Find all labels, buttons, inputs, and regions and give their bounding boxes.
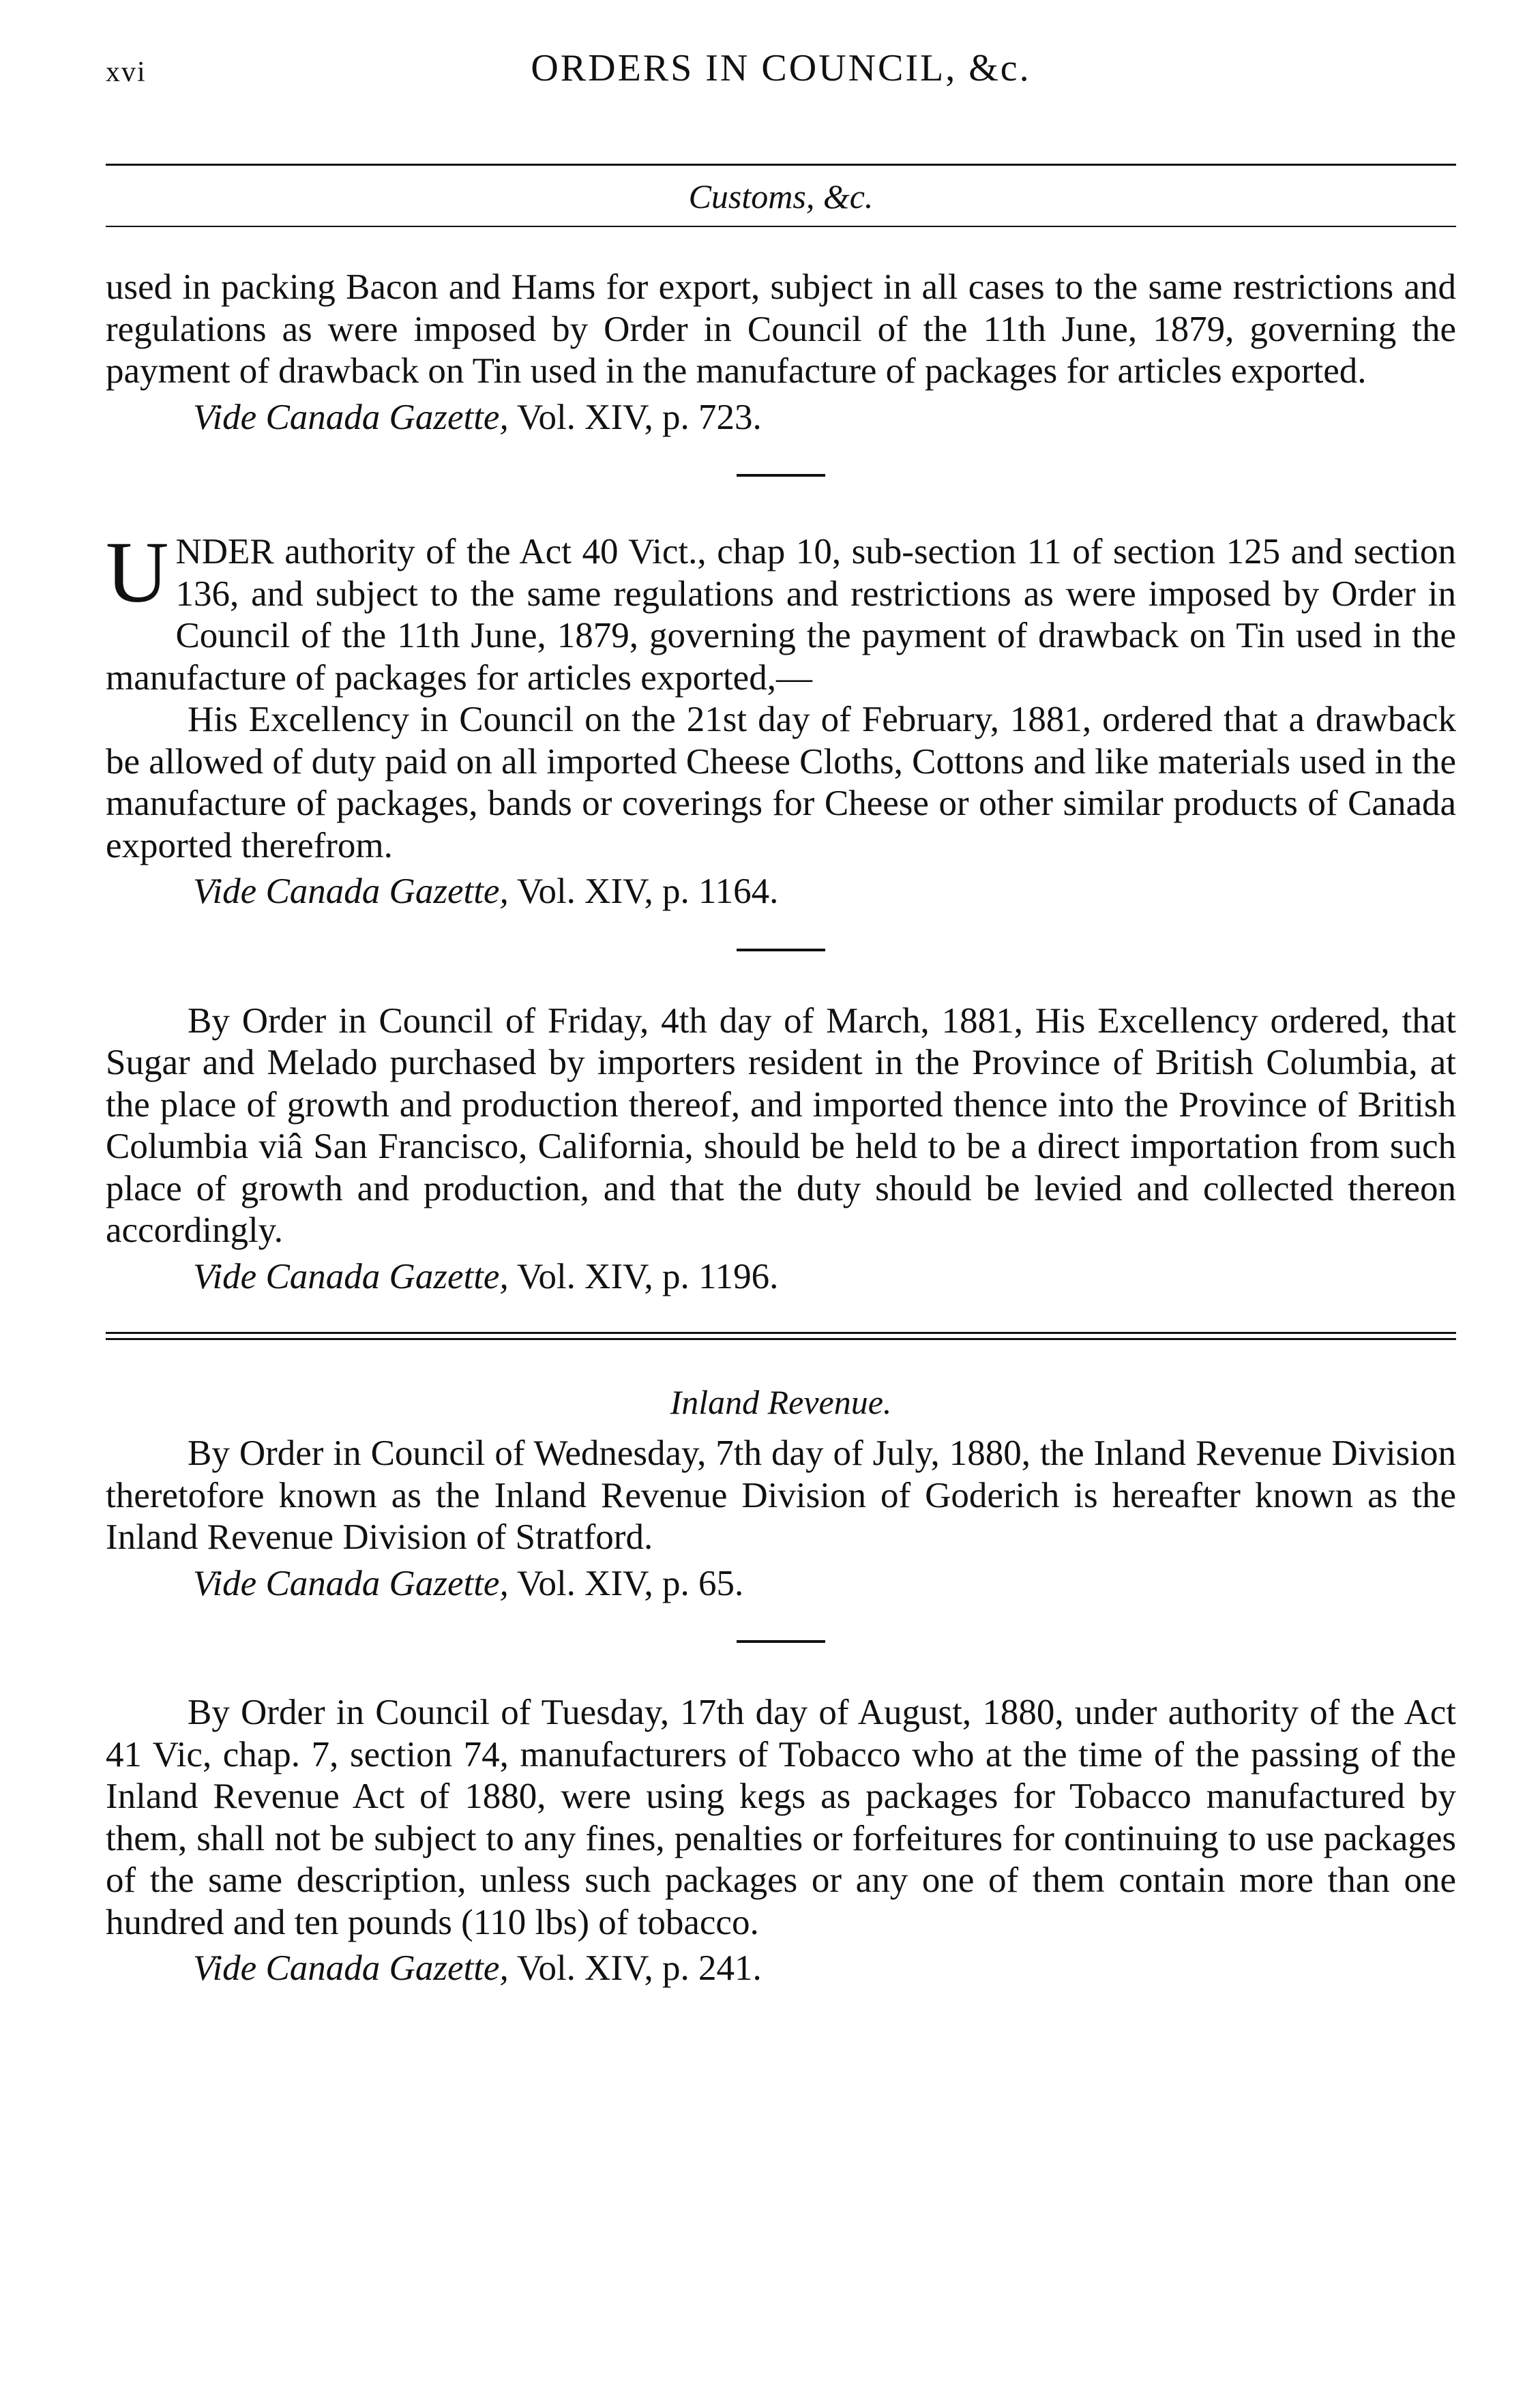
page (106, 41, 1456, 1990)
entry-divider (737, 1640, 825, 1643)
entry-text: used in packing Bacon and Hams for export, subject in all cases to the same restrictions and regulations as were imposed by Order in Council of the 11th June, 1879, governing the payment of drawback on Tin used in the manufacture of packages for articles exported. (106, 267, 1456, 391)
citation-source: Vide Canada Gazette, (193, 1563, 509, 1603)
entry-order-text: His Excellency in Council on the 21st day of February, 1881, ordered that a drawback be allowed of duty paid on all imported Cheese Cloths, Cottons and like materials used in the manufacture of packages, bands or coverings for Cheese or other similar products of Canada exported therefrom. (106, 700, 1456, 865)
entry-cheese-cloths (106, 524, 1456, 913)
section-title-customs: Customs, &c. (688, 177, 874, 216)
running-head (106, 41, 1456, 102)
section-rule (106, 226, 1456, 227)
entry-stratford-division (106, 1433, 1456, 1605)
citation-reference: Vol. XIV, p. 241. (517, 1948, 762, 1988)
page-title: ORDERS IN COUNCIL, &c. (531, 47, 1031, 89)
gazette-citation (193, 1948, 1456, 1990)
entry-text-body: NDER authority of the Act 40 Vict., chap 10, sub-section 11 of section 125 and section 136, and subject to the same regulations and restrictions as were imposed by Order in Council of the 11th June, 1879, governing the payment of drawback on Tin used in the manufacture of packages for articles exported,— (106, 532, 1456, 698)
section-title-inland-revenue: Inland Revenue. (670, 1383, 892, 1421)
citation-reference: Vol. XIV, p. 1196. (517, 1256, 779, 1296)
entry-text: By Order in Council of Wednesday, 7th day of July, 1880, the Inland Revenue Division theretofore known as the Inland Revenue Division of Goderich is hereafter known as the Inland Revenue Division of Stratford. (106, 1434, 1456, 1557)
gazette-citation (193, 1563, 1456, 1605)
citation-source: Vide Canada Gazette, (193, 397, 509, 437)
entry-sugar-melado (106, 1000, 1456, 1298)
gazette-citation (193, 1256, 1456, 1298)
header-rule (106, 164, 1456, 166)
citation-source: Vide Canada Gazette, (193, 872, 509, 911)
entry-text (106, 524, 1456, 699)
citation-reference: Vol. XIV, p. 723. (517, 397, 762, 437)
entry-tobacco-kegs (106, 1692, 1456, 1990)
gazette-citation (193, 871, 1456, 913)
entry-divider (737, 949, 825, 951)
drop-cap: U (106, 524, 169, 621)
citation-source: Vide Canada Gazette, (193, 1948, 509, 1988)
entry-bacon-hams (106, 267, 1456, 439)
entry-text: By Order in Council of Friday, 4th day of March, 1881, His Excellency ordered, that Sugar and Melado purchased by importers resident in the Province of British Columbia, at the place of growth and production thereof, and imported thence into the Province of British Columbia viâ San Francisco, California, should be held to be a direct importation from such place of growth and production, and that the duty should be levied and collected thereon accordingly. (106, 1000, 1456, 1250)
gazette-citation (193, 397, 1456, 439)
entry-divider (737, 474, 825, 477)
citation-reference: Vol. XIV, p. 65. (517, 1563, 744, 1603)
citation-reference: Vol. XIV, p. 1164. (517, 872, 779, 911)
entry-text: By Order in Council of Tuesday, 17th day of August, 1880, under authority of the Act 41 Vic, chap. 7, section 74, manufacturers of Tobacco who at the time of the passing of the Inland Revenue Act of 1880, were using kegs as packages for Tobacco manufactured by them, shall not be subject to any fines, penalties or forfeitures for continuing to use packages of the same description, unless such packages or any one of them contain more than one hundred and ten pounds (110 lbs) of tobacco. (106, 1693, 1456, 1942)
section-double-rule (106, 1332, 1456, 1340)
citation-source: Vide Canada Gazette, (193, 1256, 509, 1296)
page-number: xvi (106, 57, 147, 88)
